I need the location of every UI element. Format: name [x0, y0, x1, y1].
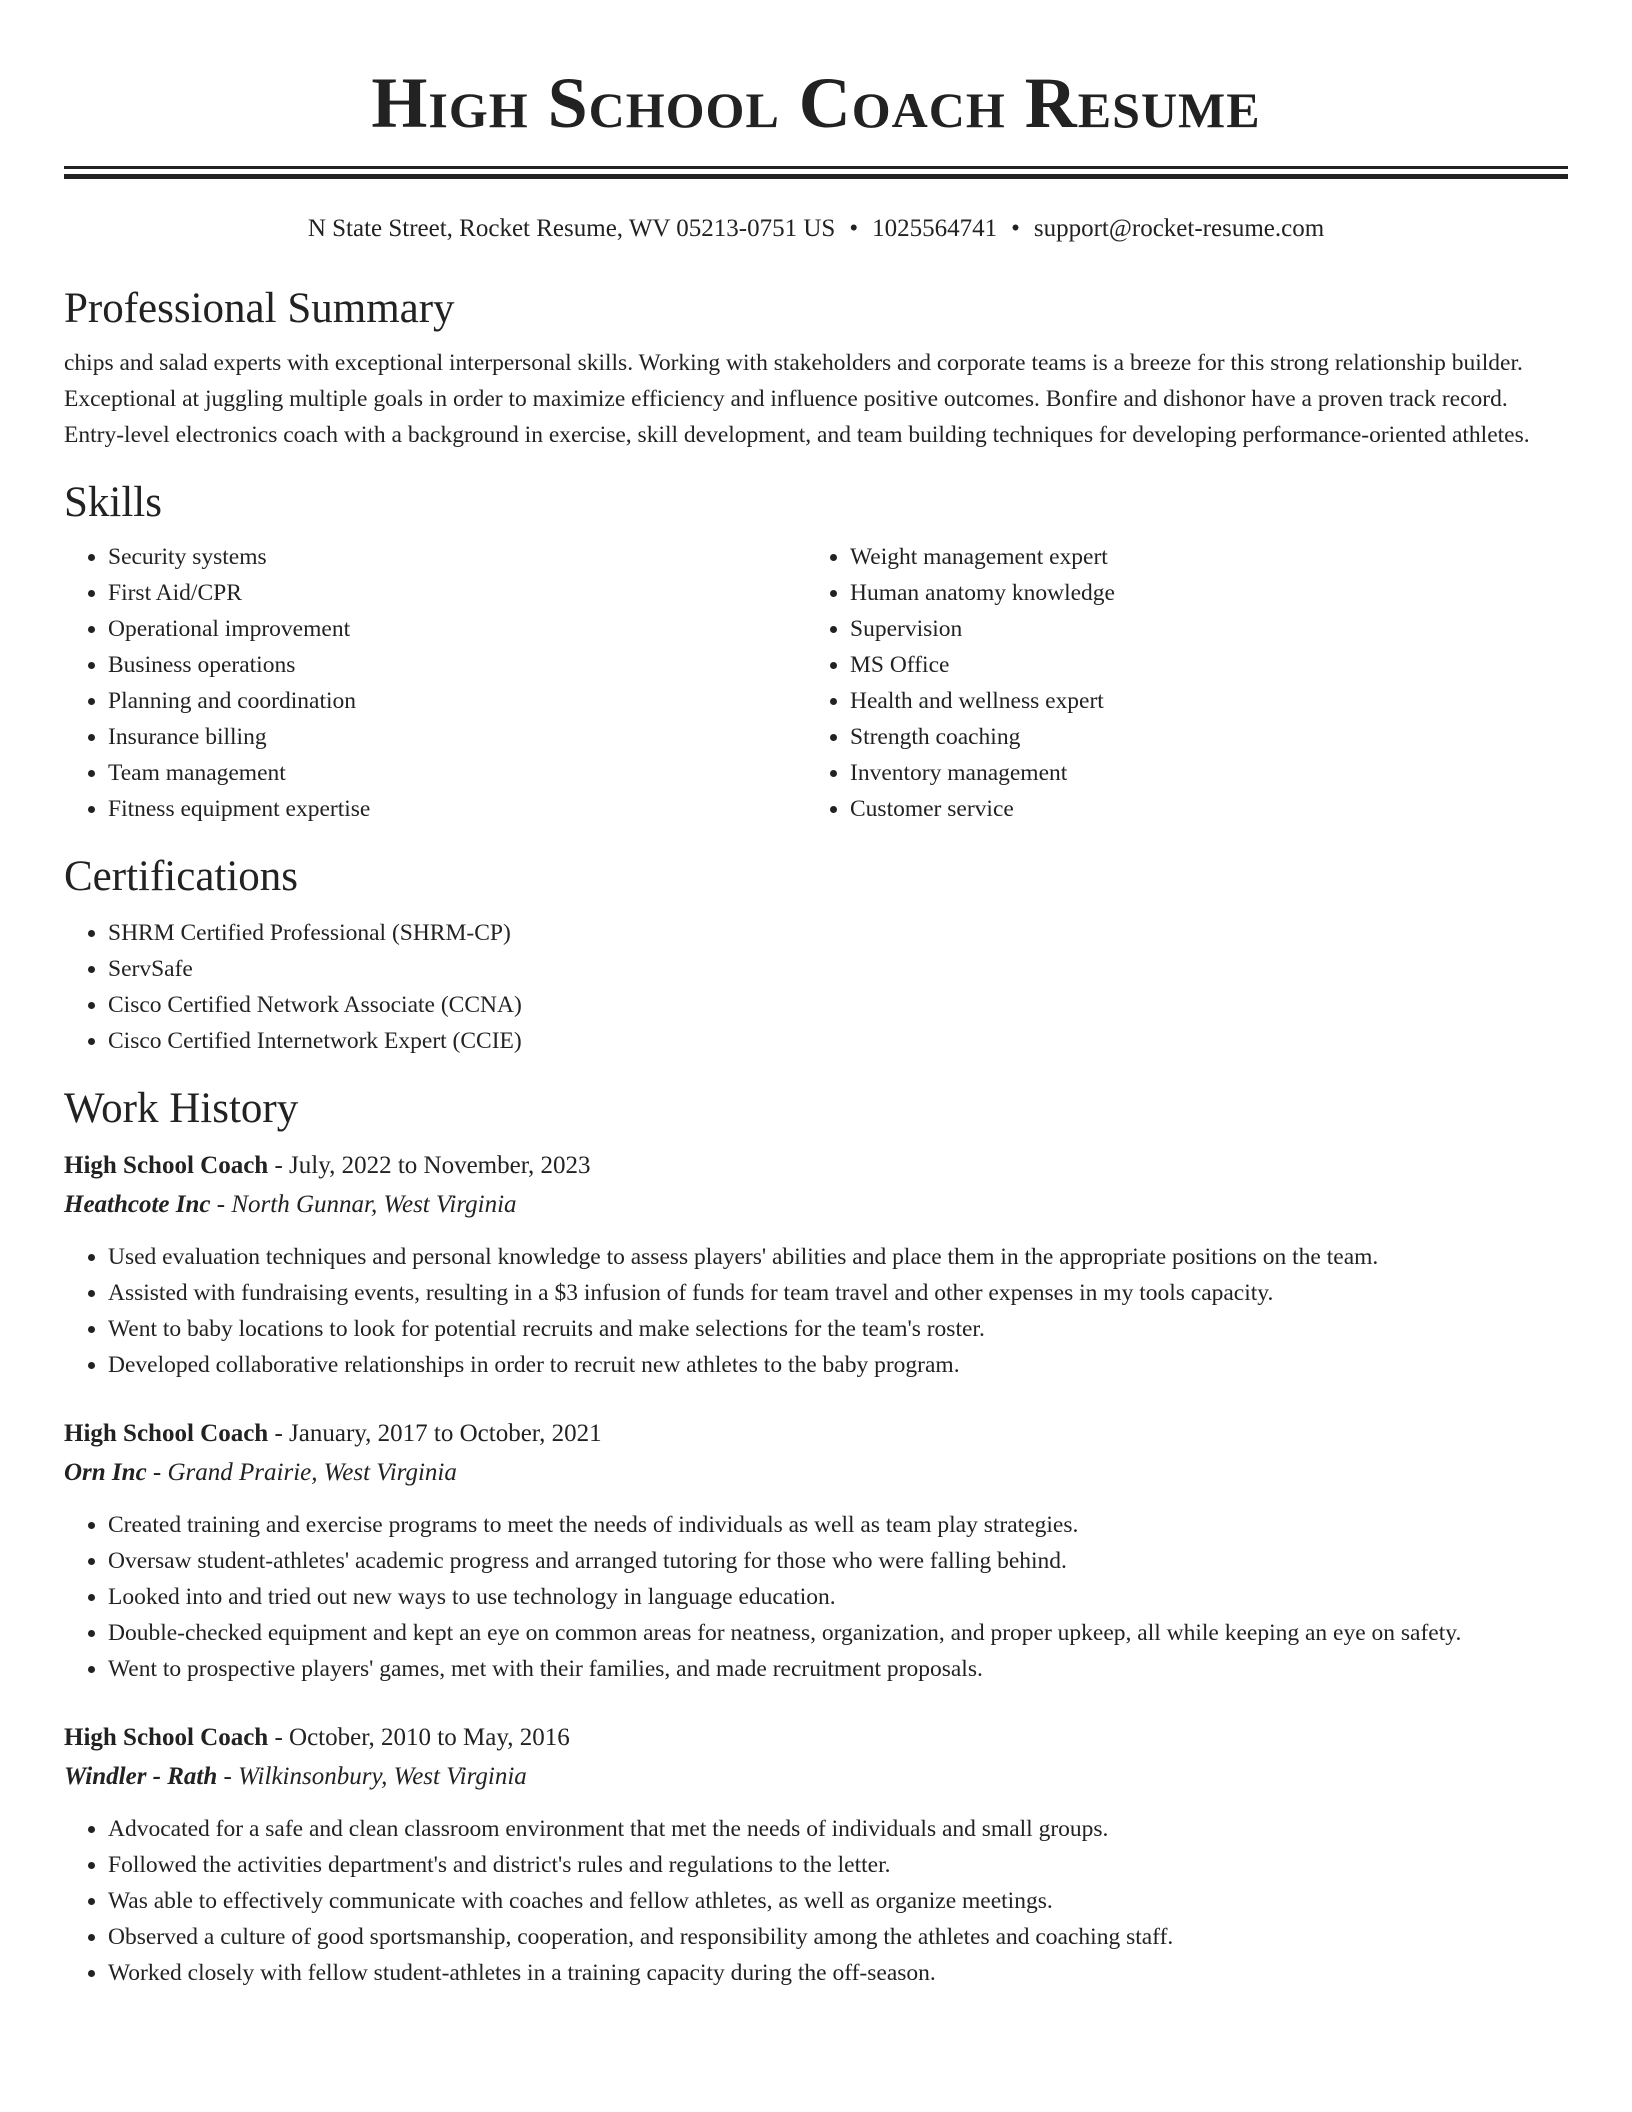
job-title-line — [64, 1415, 1568, 1453]
job-title: High School Coach — [64, 1724, 269, 1751]
skill-item: • Fitness equipment expertise — [108, 791, 806, 827]
skill-item: • Business operations — [108, 647, 806, 683]
resume-page — [64, 0, 1568, 1991]
job-location: - North Gunnar, West Virginia — [210, 1191, 517, 1218]
work-history-heading: Work History — [64, 1085, 299, 1132]
skills-list-right — [806, 539, 1548, 827]
job-bullet: • Worked closely with fellow student-athletes in a training capacity during the off-season. — [108, 1955, 1568, 1991]
skill-item: • Customer service — [850, 791, 1548, 827]
contact-separator: • — [849, 215, 859, 242]
job-company: Windler - Rath — [64, 1763, 218, 1790]
skills-column-right — [806, 539, 1548, 827]
title-divider-top — [64, 166, 1568, 169]
certification-item: • Cisco Certified Internetwork Expert (CCIE) — [108, 1023, 1568, 1059]
certification-item: • SHRM Certified Professional (SHRM-CP) — [108, 915, 1568, 951]
job-company: Orn Inc — [64, 1459, 147, 1486]
skill-item: • First Aid/CPR — [108, 575, 806, 611]
skill-item: • Security systems — [108, 539, 806, 575]
skill-item: • Team management — [108, 755, 806, 791]
certification-item: • Cisco Certified Network Associate (CCNA) — [108, 987, 1568, 1023]
job-bullet: • Was able to effectively communicate with coaches and fellow athletes, as well as organize meetings. — [108, 1883, 1568, 1919]
contact-separator: • — [1011, 215, 1020, 242]
skill-item: • Health and wellness expert — [850, 683, 1548, 719]
job-location: - Wilkinsonbury, West Virginia — [217, 1763, 527, 1790]
job-location: - Grand Prairie, West Virginia — [146, 1459, 457, 1486]
job-company-line — [64, 1453, 1568, 1493]
job-dates: - January, 2017 to October, 2021 — [268, 1420, 602, 1447]
job-dates: - July, 2022 to November, 2023 — [268, 1152, 591, 1179]
certification-item: • ServSafe — [108, 951, 1568, 987]
job-bullet: • Double-checked equipment and kept an eye on common areas for neatness, organization, and proper upkeep, all while keeping an eye on safety. — [108, 1615, 1568, 1651]
job-bullet: • Looked into and tried out new ways to use technology in language education. — [108, 1579, 1568, 1615]
job-entry — [64, 1147, 1568, 1383]
certifications-heading: Certifications — [64, 853, 299, 900]
job-bullet: • Followed the activities department's and district's rules and regulations to the letter. — [108, 1847, 1568, 1883]
job-company: Heathcote Inc — [64, 1191, 211, 1218]
skills-list-left — [64, 539, 806, 827]
job-bullet: • Created training and exercise programs to meet the needs of individuals as well as team play strategies. — [108, 1507, 1568, 1543]
job-company-line — [64, 1757, 1568, 1797]
certifications-list — [64, 915, 1568, 1059]
job-bullet: • Observed a culture of good sportsmanship, cooperation, and responsibility among the athletes and coaching staff. — [108, 1919, 1568, 1955]
job-bullet: • Went to baby locations to look for potential recruits and make selections for the team's roster. — [108, 1311, 1568, 1347]
job-title: High School Coach — [64, 1152, 269, 1179]
job-bullet: • Went to prospective players' games, met with their families, and made recruitment proposals. — [108, 1651, 1568, 1687]
skills-column-left — [64, 539, 806, 827]
skill-item: • Human anatomy knowledge — [850, 575, 1548, 611]
job-bullet: • Developed collaborative relationships in order to recruit new athletes to the baby program. — [108, 1347, 1568, 1383]
skills-columns — [64, 539, 1568, 827]
job-bullets — [64, 1239, 1568, 1383]
contact-line — [64, 213, 1568, 245]
contact-address: N State Street, Rocket Resume, WV 05213-0751 US — [307, 215, 836, 242]
job-entry — [64, 1415, 1568, 1687]
skills-heading: Skills — [64, 479, 162, 526]
skill-item: • Supervision — [850, 611, 1548, 647]
job-title-line — [64, 1719, 1568, 1757]
skill-item: • Planning and coordination — [108, 683, 806, 719]
skill-item: • MS Office — [850, 647, 1548, 683]
job-entry — [64, 1719, 1568, 1991]
skill-item: • Operational improvement — [108, 611, 806, 647]
job-bullet: • Oversaw student-athletes' academic progress and arranged tutoring for those who were falling behind. — [108, 1543, 1568, 1579]
job-title-line — [64, 1147, 1568, 1185]
skill-item: • Weight management expert — [850, 539, 1548, 575]
job-title: High School Coach — [64, 1420, 269, 1447]
title-divider-bottom — [64, 174, 1568, 179]
job-bullet: • Used evaluation techniques and personal knowledge to assess players' abilities and place them in the appropriate positions on the team. — [108, 1239, 1568, 1275]
resume-title: High School Coach Resume — [371, 63, 1261, 143]
job-bullet: • Advocated for a safe and clean classroom environment that met the needs of individuals and small groups. — [108, 1811, 1568, 1847]
skill-item: • Insurance billing — [108, 719, 806, 755]
job-bullet: • Assisted with fundraising events, resulting in a $3 infusion of funds for team travel and other expenses in my tools capacity. — [108, 1275, 1568, 1311]
job-bullets — [64, 1507, 1568, 1687]
summary-text: chips and salad experts with exceptional interpersonal skills. Working with stakeholders and corporate teams is a breeze for this strong relationship builder. Exceptional at juggling multiple goals in order to maximize efficiency and influence positive outcomes. Bonfire and dishonor have a proven track record. Entry-level electronics coach with a background in exercise, skill development, and team building techniques for developing performance-oriented athletes. — [64, 350, 1530, 448]
skill-item: • Strength coaching — [850, 719, 1548, 755]
job-dates: - October, 2010 to May, 2016 — [268, 1724, 570, 1751]
contact-phone: 1025564741 — [872, 215, 998, 242]
job-company-line — [64, 1185, 1568, 1225]
skill-item: • Inventory management — [850, 755, 1548, 791]
contact-email: support@rocket-resume.com — [1033, 215, 1325, 242]
job-bullets — [64, 1811, 1568, 1991]
summary-heading: Professional Summary — [64, 285, 455, 332]
